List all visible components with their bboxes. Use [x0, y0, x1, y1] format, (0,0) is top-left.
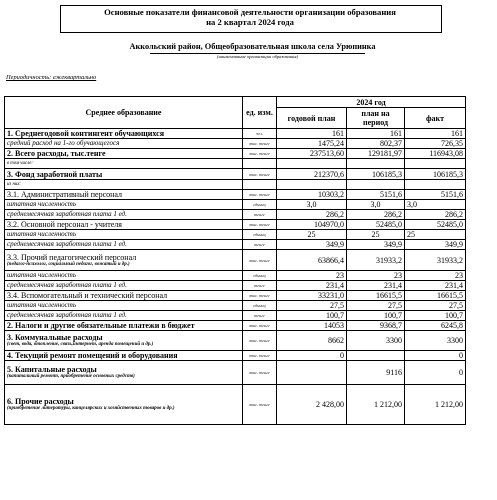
row-name	[5, 240, 243, 250]
row-period-value	[347, 159, 405, 169]
row-fact-value: 231,4	[405, 281, 466, 291]
row-name	[5, 180, 243, 190]
row-name-text: 3. Коммунальные расходы	[7, 333, 103, 342]
row-name-text: 3.4. Вспомогательный и технический персонал	[7, 291, 168, 300]
row-name	[5, 169, 243, 180]
row-plan-value	[277, 361, 347, 385]
row-name-text: средний расход на 1-го обучающегося	[7, 139, 120, 147]
row-fact-value: 52485,0	[405, 220, 466, 230]
row-period-value: 31933,2	[347, 250, 405, 271]
row-unit	[243, 159, 277, 169]
row-plan-value: 33231,0	[277, 291, 347, 301]
row-period-value: 3,0	[347, 200, 405, 210]
row-unit: чел.	[243, 129, 277, 139]
row-plan-value: 212370,6	[277, 169, 347, 180]
row-unit: тыс. тенге	[243, 250, 277, 271]
row-period-value: 802,37	[347, 139, 405, 149]
row-name-text: штатная численность	[7, 271, 77, 279]
col-plan-period-header: план на период	[347, 108, 405, 129]
row-subtitle: (капитальный ремонт, приобретение основных средств)	[7, 374, 135, 379]
row-plan-value: 27,5	[277, 301, 347, 311]
table-row	[5, 210, 466, 220]
row-fact-value: 0	[405, 351, 466, 361]
row-fact-value: 6245,8	[405, 321, 466, 331]
row-name	[5, 190, 243, 200]
row-period-value: 1 212,00	[347, 385, 405, 425]
row-period-value: 161	[347, 129, 405, 139]
row-fact-value: 23	[405, 271, 466, 281]
table-row	[5, 180, 466, 190]
table-row	[5, 250, 466, 271]
row-plan-value: 10303,2	[277, 190, 347, 200]
report-title: Основные показатели финансовой деятельности организации образования	[104, 7, 396, 17]
row-name-text: в том числе:	[7, 161, 33, 166]
row-name	[5, 321, 243, 331]
finance-table	[4, 96, 466, 425]
row-fact-value: 100,7	[405, 311, 466, 321]
row-name	[5, 331, 243, 351]
row-name	[5, 129, 243, 139]
table-row	[5, 190, 466, 200]
row-unit: тенге	[243, 281, 277, 291]
row-period-value: 3300	[347, 331, 405, 351]
row-name-text: 4. Текущий ремонт помещений и оборудования	[7, 351, 178, 360]
row-unit: тенге	[243, 240, 277, 250]
row-fact-value: 3,0	[405, 200, 466, 210]
row-name-text: среднемесячная заработная плата 1 ед.	[7, 281, 127, 289]
row-name-text: 2. Налоги и другие обязательные платежи в бюджет	[7, 321, 195, 330]
table-row	[5, 301, 466, 311]
row-name	[5, 220, 243, 230]
row-name	[5, 361, 243, 385]
table-row	[5, 281, 466, 291]
row-period-value: 23	[347, 271, 405, 281]
row-unit: тыс. тенге	[243, 190, 277, 200]
row-plan-value: 161	[277, 129, 347, 139]
row-unit: тенге	[243, 210, 277, 220]
row-plan-value: 0	[277, 351, 347, 361]
table-row	[5, 129, 466, 139]
row-unit	[243, 180, 277, 190]
row-unit: единиц	[243, 271, 277, 281]
row-name	[5, 311, 243, 321]
row-plan-value: 231,4	[277, 281, 347, 291]
row-unit: тыс. тенге	[243, 169, 277, 180]
row-name	[5, 250, 243, 271]
table-row	[5, 321, 466, 331]
row-name-text: штатная численность	[7, 230, 77, 238]
row-plan-value: 349,9	[277, 240, 347, 250]
row-name-text: 3. Фонд заработной платы	[7, 169, 103, 179]
row-name-text: 1. Среднегодовой контингент обучающихся	[7, 129, 165, 138]
table-row	[5, 311, 466, 321]
row-name	[5, 159, 243, 169]
row-name-text: 3.3. Прочий педагогический персонал	[7, 252, 137, 262]
row-period-value: 9116	[347, 361, 405, 385]
row-unit: единиц	[243, 230, 277, 240]
row-fact-value: 31933,2	[405, 250, 466, 271]
row-fact-value: 27,5	[405, 301, 466, 311]
table-row	[5, 139, 466, 149]
row-plan-value: 286,2	[277, 210, 347, 220]
row-unit: тыс. тенге	[243, 351, 277, 361]
row-name	[5, 271, 243, 281]
row-plan-value: 8662	[277, 331, 347, 351]
table-row	[5, 149, 466, 159]
report-period: на 2 квартал 2024 года	[206, 17, 294, 27]
table-row	[5, 220, 466, 230]
row-unit: тыс. тенге	[243, 149, 277, 159]
row-fact-value: 106185,3	[405, 169, 466, 180]
row-plan-value: 14053	[277, 321, 347, 331]
row-plan-value: 63866,4	[277, 250, 347, 271]
col-fact-header: факт	[405, 108, 466, 129]
table-row	[5, 385, 466, 425]
row-unit: тыс. тенге	[243, 291, 277, 301]
row-period-value: 286,2	[347, 210, 405, 220]
row-fact-value: 0	[405, 361, 466, 385]
table-row	[5, 240, 466, 250]
row-unit: тыс. тенге	[243, 139, 277, 149]
row-name-text: среднемесячная заработная плата 1 ед.	[7, 240, 127, 248]
row-name-text: 3.2. Основной персонал - учителя	[7, 220, 122, 229]
school-name: Аккольский район, Общеобразовательная школа села Урюпинка	[129, 42, 376, 51]
row-plan-value: 23	[277, 271, 347, 281]
row-period-value: 100,7	[347, 311, 405, 321]
row-fact-value: 16615,5	[405, 291, 466, 301]
row-name	[5, 200, 243, 210]
row-unit: единиц	[243, 200, 277, 210]
row-name	[5, 230, 243, 240]
row-name	[5, 385, 243, 425]
row-name	[5, 139, 243, 149]
row-name-text: 5. Капитальные расходы	[7, 365, 97, 374]
row-fact-value: 25	[405, 230, 466, 240]
row-fact-value: 1 212,00	[405, 385, 466, 425]
row-name	[5, 301, 243, 311]
row-fact-value: 5151,6	[405, 190, 466, 200]
row-period-value	[347, 351, 405, 361]
table-row	[5, 159, 466, 169]
row-plan-value: 100,7	[277, 311, 347, 321]
row-subtitle: (педагог-психолог, социальный педагог, вожатый и др.)	[7, 261, 130, 267]
school-caption: (наименование организации образования)	[216, 54, 299, 59]
row-period-value: 106185,3	[347, 169, 405, 180]
row-name-text: штатная численность	[7, 200, 77, 208]
table-row	[5, 271, 466, 281]
row-unit: тыс. тенге	[243, 385, 277, 425]
row-period-value: 27,5	[347, 301, 405, 311]
table-row	[5, 230, 466, 240]
row-name-text: 6. Прочие расходы	[7, 397, 74, 406]
col-plan-year-header: годовой план	[277, 108, 347, 129]
row-name-text: 2. Всего расходы, тыс.тенге	[7, 149, 106, 158]
row-fact-value	[405, 159, 466, 169]
row-plan-value: 104970,0	[277, 220, 347, 230]
row-period-value: 16615,5	[347, 291, 405, 301]
row-name	[5, 210, 243, 220]
row-name-text: 3.1. Административный персонал	[7, 190, 123, 199]
row-period-value: 349,9	[347, 240, 405, 250]
row-name-text: из них:	[7, 182, 21, 187]
row-plan-value	[277, 159, 347, 169]
row-period-value: 5151,6	[347, 190, 405, 200]
row-fact-value	[405, 180, 466, 190]
row-period-value: 231,4	[347, 281, 405, 291]
row-fact-value: 726,35	[405, 139, 466, 149]
row-fact-value: 286,2	[405, 210, 466, 220]
row-fact-value: 161	[405, 129, 466, 139]
row-plan-value: 237513,60	[277, 149, 347, 159]
row-period-value: 52485,0	[347, 220, 405, 230]
row-plan-value	[277, 180, 347, 190]
row-name	[5, 351, 243, 361]
row-period-value: 9368,7	[347, 321, 405, 331]
row-name	[5, 281, 243, 291]
row-name	[5, 291, 243, 301]
row-unit: тыс. тенге	[243, 361, 277, 385]
row-subtitle: (приобретение литературы, канцелярских и хозяйственных товаров и др.)	[7, 406, 175, 411]
row-period-value: 129181,97	[347, 149, 405, 159]
row-unit: единиц	[243, 301, 277, 311]
table-row	[5, 351, 466, 361]
table-row	[5, 169, 466, 180]
row-unit: тыс. тенге	[243, 321, 277, 331]
row-fact-value: 349,9	[405, 240, 466, 250]
row-name	[5, 149, 243, 159]
col-year-header: 2024 год	[277, 97, 466, 108]
row-name-text: среднемесячная заработная плата 1 ед.	[7, 311, 127, 319]
periodicity: Периодичность: ежеквартально	[6, 74, 97, 81]
row-subtitle: (свет, вода, отопление, связь,интернет, аренда помещений и др.)	[7, 342, 154, 347]
row-unit: тенге	[243, 311, 277, 321]
row-period-value	[347, 180, 405, 190]
row-unit: тыс. тенге	[243, 220, 277, 230]
row-unit: тыс. тенге	[243, 331, 277, 351]
table-row	[5, 200, 466, 210]
row-plan-value: 2 428,00	[277, 385, 347, 425]
row-fact-value: 116943,08	[405, 149, 466, 159]
table-row	[5, 291, 466, 301]
row-plan-value: 25	[277, 230, 347, 240]
row-plan-value: 1475,24	[277, 139, 347, 149]
row-fact-value: 3300	[405, 331, 466, 351]
col-name-header: Среднее образование	[5, 97, 243, 129]
table-row	[5, 331, 466, 351]
row-name-text: штатная численность	[7, 301, 77, 309]
row-name-text: среднемесячная заработная плата 1 ед.	[7, 210, 127, 218]
row-plan-value: 3,0	[277, 200, 347, 210]
row-period-value: 25	[347, 230, 405, 240]
table-row	[5, 361, 466, 385]
col-unit-header: ед. изм.	[243, 97, 277, 129]
